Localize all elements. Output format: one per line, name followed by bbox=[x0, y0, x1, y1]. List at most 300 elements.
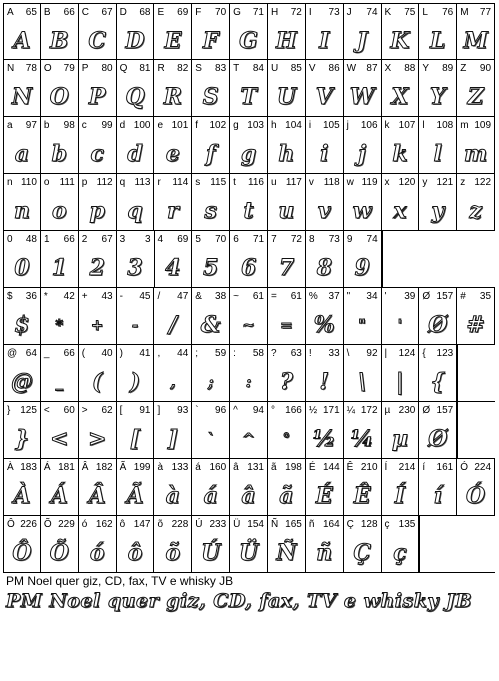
glyph-cell bbox=[419, 174, 457, 231]
glyph-cell bbox=[268, 516, 306, 573]
glyph-cell-header bbox=[117, 60, 154, 77]
glyph-sample: / bbox=[168, 312, 177, 338]
glyph-character-label: í bbox=[422, 462, 426, 473]
glyph-code-label: 166 bbox=[285, 405, 302, 416]
glyph-cell bbox=[79, 174, 117, 231]
glyph-cell-header bbox=[230, 231, 267, 248]
glyph-code-label: 63 bbox=[290, 348, 302, 359]
glyph-cell-header bbox=[344, 231, 381, 248]
glyph-cell-header bbox=[306, 174, 343, 191]
glyph-cell bbox=[117, 516, 155, 573]
glyph-cell-header bbox=[79, 288, 116, 305]
glyph-cell-header bbox=[154, 402, 191, 419]
glyph-sample: } bbox=[14, 426, 30, 452]
glyph-sample: m bbox=[463, 141, 488, 167]
glyph-cell-header bbox=[230, 174, 267, 191]
glyph-cell-header bbox=[306, 402, 343, 419]
glyph-sample: Í bbox=[394, 483, 406, 509]
glyph-cell bbox=[41, 516, 79, 573]
glyph-code-label: 100 bbox=[133, 120, 151, 131]
glyph-character-label: á bbox=[195, 462, 201, 473]
glyph-cell bbox=[192, 174, 230, 231]
glyph-cell-header bbox=[382, 60, 419, 77]
glyph-sample: k bbox=[392, 141, 408, 167]
glyph-cell bbox=[344, 402, 382, 459]
glyph-cell bbox=[41, 345, 79, 402]
glyph-cell-header bbox=[419, 402, 456, 419]
glyph-cell bbox=[41, 288, 79, 345]
glyph-cell bbox=[344, 231, 382, 288]
glyph-sample: ó bbox=[89, 540, 105, 566]
glyph-code-label: 109 bbox=[474, 120, 492, 131]
glyph-cell bbox=[382, 459, 420, 516]
glyph-character-label: x bbox=[384, 177, 390, 188]
glyph-code-label: 62 bbox=[101, 405, 113, 416]
glyph-cell-header bbox=[230, 345, 267, 362]
glyph-character-label: g bbox=[233, 120, 239, 131]
glyph-code-label: 147 bbox=[133, 519, 151, 530]
glyph-cell-header bbox=[344, 4, 381, 21]
glyph-sample: ! bbox=[319, 369, 330, 395]
glyph-code-label: 183 bbox=[20, 462, 37, 473]
glyph-sample: C bbox=[88, 28, 106, 54]
glyph-character-label: Í bbox=[384, 462, 388, 473]
glyph-code-label: 123 bbox=[436, 348, 454, 359]
glyph-cell-header bbox=[79, 345, 116, 362]
glyph-sample: U bbox=[276, 84, 296, 110]
glyph-code-label: 91 bbox=[139, 405, 151, 416]
glyph-cell bbox=[419, 402, 457, 459]
glyph-character-label: # bbox=[460, 291, 466, 302]
glyph-cell-header bbox=[192, 516, 229, 533]
grid-row bbox=[3, 288, 495, 345]
glyph-cell-header bbox=[154, 174, 191, 191]
glyph-code-label: 102 bbox=[209, 120, 227, 131]
glyph-code-label: 70 bbox=[215, 7, 227, 18]
glyph-character-label: j bbox=[346, 120, 349, 131]
glyph-cell-header bbox=[344, 60, 381, 77]
glyph-cell-header bbox=[192, 4, 229, 21]
glyph-cell bbox=[79, 60, 117, 117]
glyph-character-label: 2 bbox=[81, 234, 88, 245]
glyph-code-label: 75 bbox=[404, 7, 416, 18]
glyph-cell-header bbox=[268, 174, 305, 191]
glyph-character-label: Ã bbox=[119, 462, 127, 473]
glyph-sample: - bbox=[131, 316, 139, 334]
glyph-cell bbox=[117, 402, 155, 459]
glyph-cell bbox=[3, 516, 41, 573]
glyph-cell-header bbox=[117, 516, 154, 533]
glyph-cell bbox=[79, 3, 117, 60]
glyph-sample: N bbox=[11, 84, 33, 110]
glyph-character-label: p bbox=[81, 177, 88, 188]
glyph-sample: I bbox=[319, 28, 330, 54]
glyph-cell-header bbox=[382, 345, 419, 362]
glyph-sample: ½ bbox=[312, 426, 336, 452]
glyph-sample: à bbox=[165, 483, 180, 509]
glyph-character-label: ! bbox=[308, 348, 312, 359]
glyph-cell bbox=[230, 60, 268, 117]
glyph-cell-header bbox=[306, 459, 343, 476]
glyph-cell bbox=[192, 231, 230, 288]
glyph-sample: â bbox=[241, 483, 256, 509]
glyph-character-label: Õ bbox=[43, 519, 52, 530]
glyph-character-label: ° bbox=[270, 405, 275, 416]
glyph-sample: E bbox=[164, 28, 182, 54]
empty-cell bbox=[419, 516, 457, 573]
glyph-cell-header bbox=[79, 60, 116, 77]
glyph-sample: ) bbox=[129, 369, 141, 395]
glyph-cell bbox=[344, 174, 382, 231]
glyph-code-label: 40 bbox=[101, 348, 113, 359]
glyph-character-label: G bbox=[233, 7, 241, 18]
glyph-character-label: ñ bbox=[308, 519, 315, 530]
glyph-cell-header bbox=[117, 4, 154, 21]
glyph-character-label: t bbox=[233, 177, 236, 188]
glyph-cell bbox=[344, 516, 382, 573]
glyph-character-label: ^ bbox=[233, 405, 238, 416]
glyph-code-label: 85 bbox=[290, 63, 302, 74]
glyph-character-label: $ bbox=[7, 291, 13, 302]
glyph-cell-header bbox=[268, 60, 305, 77]
glyph-code-label: 110 bbox=[20, 177, 37, 188]
glyph-character-label: V bbox=[308, 63, 316, 74]
glyph-cell-header bbox=[4, 4, 40, 21]
glyph-character-label: ¼ bbox=[346, 405, 356, 416]
glyph-character-label: [ bbox=[119, 405, 123, 416]
glyph-code-label: 66 bbox=[63, 234, 75, 245]
glyph-code-label: 65 bbox=[25, 7, 37, 18]
glyph-cell bbox=[344, 60, 382, 117]
glyph-cell bbox=[306, 174, 344, 231]
glyph-cell-header bbox=[230, 402, 267, 419]
glyph-sample: Ü bbox=[238, 540, 259, 566]
glyph-cell bbox=[79, 288, 117, 345]
glyph-sample: a bbox=[14, 141, 30, 167]
glyph-code-label: 90 bbox=[479, 63, 492, 74]
glyph-cell-header bbox=[419, 4, 456, 21]
glyph-character-label: ( bbox=[81, 348, 86, 359]
glyph-cell bbox=[306, 288, 344, 345]
glyph-cell-header bbox=[79, 402, 116, 419]
glyph-sample: f bbox=[205, 141, 216, 167]
glyph-code-label: 60 bbox=[63, 405, 75, 416]
glyph-cell bbox=[382, 117, 420, 174]
glyph-character-label: & bbox=[195, 291, 202, 302]
glyph-cell-header bbox=[344, 516, 381, 533]
glyph-sample: = bbox=[280, 316, 293, 334]
glyph-code-label: 81 bbox=[139, 63, 151, 74]
glyph-sample: | bbox=[395, 369, 404, 395]
glyph-cell bbox=[230, 174, 268, 231]
glyph-cell-header bbox=[4, 174, 40, 191]
glyph-character-label: { bbox=[422, 348, 426, 359]
glyph-character-label: \ bbox=[346, 348, 350, 359]
glyph-code-label: 61 bbox=[252, 291, 264, 302]
glyph-code-label: 39 bbox=[404, 291, 416, 302]
glyph-code-label: 61 bbox=[290, 291, 302, 302]
glyph-cell bbox=[3, 231, 41, 288]
glyph-character-label: S bbox=[195, 63, 202, 74]
glyph-code-label: 224 bbox=[474, 462, 492, 473]
glyph-sample: 5 bbox=[203, 255, 219, 281]
glyph-code-label: 135 bbox=[398, 519, 416, 530]
glyph-character-label: Ê bbox=[346, 462, 354, 473]
glyph-cell-header bbox=[192, 288, 229, 305]
glyph-code-label: 233 bbox=[209, 519, 227, 530]
glyph-code-label: 131 bbox=[247, 462, 264, 473]
glyph-code-label: 72 bbox=[290, 234, 302, 245]
glyph-sample: 3 bbox=[127, 255, 143, 281]
glyph-sample: s bbox=[204, 198, 217, 224]
glyph-sample: x bbox=[393, 198, 407, 224]
glyph-code-label: 181 bbox=[58, 462, 75, 473]
glyph-sample: $ bbox=[14, 312, 30, 338]
glyph-character-label: L bbox=[422, 7, 428, 18]
glyph-code-label: 115 bbox=[210, 177, 227, 188]
glyph-cell bbox=[268, 345, 306, 402]
glyph-cell bbox=[41, 174, 79, 231]
glyph-cell bbox=[268, 231, 306, 288]
glyph-character-label: } bbox=[7, 405, 11, 416]
glyph-cell-header bbox=[41, 117, 78, 134]
glyph-character-label: | bbox=[384, 348, 388, 359]
glyph-cell-header bbox=[192, 117, 229, 134]
glyph-code-label: 74 bbox=[366, 7, 378, 18]
glyph-character-label: + bbox=[81, 291, 88, 302]
glyph-code-label: 41 bbox=[139, 348, 151, 359]
glyph-sample: õ bbox=[165, 540, 181, 566]
glyph-cell bbox=[79, 459, 117, 516]
glyph-cell-header bbox=[4, 231, 40, 248]
glyph-code-label: 45 bbox=[139, 291, 151, 302]
glyph-cell-header bbox=[79, 459, 116, 476]
glyph-character-label: o bbox=[43, 177, 50, 188]
glyph-cell bbox=[154, 174, 192, 231]
glyph-sample: F bbox=[202, 28, 219, 54]
glyph-code-label: 59 bbox=[215, 348, 227, 359]
glyph-code-label: 69 bbox=[177, 234, 189, 245]
glyph-cell-header bbox=[4, 459, 40, 476]
glyph-code-label: 128 bbox=[360, 519, 378, 530]
glyph-character-label: > bbox=[81, 405, 88, 416]
glyph-code-label: 92 bbox=[366, 348, 378, 359]
glyph-cell-header bbox=[154, 60, 191, 77]
glyph-character-label: I bbox=[308, 7, 312, 18]
glyph-character-label: 8 bbox=[308, 234, 315, 245]
glyph-code-label: 104 bbox=[285, 120, 302, 131]
glyph-cell-header bbox=[230, 288, 267, 305]
glyph-code-label: 71 bbox=[252, 234, 265, 245]
glyph-character-label: _ bbox=[43, 348, 50, 359]
glyph-code-label: 228 bbox=[171, 519, 189, 530]
grid-row bbox=[3, 174, 495, 231]
glyph-sample: ñ bbox=[316, 540, 333, 566]
glyph-character-label: a bbox=[7, 120, 13, 131]
glyph-code-label: 125 bbox=[20, 405, 37, 416]
glyph-cell bbox=[268, 117, 306, 174]
glyph-cell bbox=[41, 117, 79, 174]
glyph-code-label: 88 bbox=[404, 63, 416, 74]
glyph-sample: Â bbox=[88, 483, 106, 509]
glyph-cell bbox=[192, 459, 230, 516]
glyph-cell bbox=[457, 117, 495, 174]
glyph-sample: u bbox=[278, 198, 295, 224]
glyph-cell bbox=[457, 288, 495, 345]
glyph-cell-header bbox=[41, 345, 78, 362]
glyph-sample: M bbox=[463, 28, 488, 54]
glyph-cell-header bbox=[4, 402, 40, 419]
glyph-sample: W bbox=[349, 84, 375, 110]
glyph-sample: Ø bbox=[428, 426, 448, 452]
glyph-code-label: 76 bbox=[442, 7, 454, 18]
glyph-code-label: 70 bbox=[215, 234, 227, 245]
glyph-code-label: 73 bbox=[328, 7, 340, 18]
glyph-code-label: 83 bbox=[215, 63, 227, 74]
glyph-sample: 6 bbox=[241, 255, 257, 281]
glyph-cell-header bbox=[41, 174, 78, 191]
glyph-sample: w bbox=[352, 198, 372, 224]
glyph-code-label: 86 bbox=[328, 63, 340, 74]
glyph-cell-header bbox=[457, 4, 494, 21]
glyph-code-label: 38 bbox=[215, 291, 227, 302]
glyph-cell bbox=[79, 117, 117, 174]
glyph-sample: j bbox=[358, 141, 367, 167]
glyph-code-label: 112 bbox=[96, 177, 113, 188]
glyph-cell bbox=[382, 402, 420, 459]
glyph-character-label: @ bbox=[7, 348, 18, 359]
glyph-code-label: 124 bbox=[398, 348, 416, 359]
glyph-sample: ' bbox=[397, 316, 403, 334]
glyph-cell bbox=[154, 459, 192, 516]
sample-text-plain: PM Noel quer giz, CD, fax, TV e whisky JB bbox=[6, 574, 234, 588]
glyph-sample: H bbox=[276, 28, 297, 54]
glyph-cell-header bbox=[344, 345, 381, 362]
glyph-sample: ¼ bbox=[350, 426, 374, 452]
glyph-code-label: 122 bbox=[474, 177, 492, 188]
glyph-character-label: m bbox=[460, 120, 469, 131]
glyph-cell bbox=[268, 402, 306, 459]
glyph-sample: ( bbox=[91, 369, 103, 395]
glyph-cell bbox=[457, 459, 495, 516]
glyph-cell-header bbox=[41, 4, 78, 21]
glyph-sample: 9 bbox=[354, 255, 370, 281]
glyph-cell bbox=[192, 3, 230, 60]
glyph-code-label: 103 bbox=[247, 120, 264, 131]
glyph-sample: Q bbox=[125, 84, 145, 110]
glyph-character-label: Ô bbox=[7, 519, 15, 530]
glyph-code-label: 101 bbox=[171, 120, 189, 131]
glyph-cell-header bbox=[419, 459, 456, 476]
glyph-cell bbox=[192, 60, 230, 117]
glyph-character-label: µ bbox=[384, 405, 391, 416]
glyph-cell bbox=[419, 60, 457, 117]
glyph-character-label: K bbox=[384, 7, 392, 18]
glyph-code-label: 67 bbox=[101, 234, 113, 245]
glyph-character-label: 5 bbox=[195, 234, 201, 245]
glyph-sample: Ú bbox=[201, 540, 221, 566]
glyph-code-label: 93 bbox=[177, 405, 189, 416]
glyph-sample: 0 bbox=[14, 255, 30, 281]
glyph-sample: ô bbox=[127, 540, 143, 566]
glyph-code-label: 99 bbox=[101, 120, 113, 131]
glyph-cell bbox=[41, 231, 79, 288]
glyph-cell bbox=[3, 117, 41, 174]
glyph-sample: í bbox=[433, 483, 442, 509]
glyph-sample: R bbox=[163, 84, 183, 110]
glyph-sample: Ç bbox=[353, 540, 371, 566]
glyph-cell bbox=[192, 288, 230, 345]
glyph-sample: ^ bbox=[242, 430, 255, 448]
glyph-sample: X bbox=[391, 84, 409, 110]
glyph-character-label: R bbox=[157, 63, 165, 74]
glyph-cell-header bbox=[306, 60, 343, 77]
glyph-cell-header bbox=[192, 231, 229, 248]
glyph-code-label: 106 bbox=[360, 120, 378, 131]
glyph-cell bbox=[306, 345, 344, 402]
glyph-cell-header bbox=[117, 288, 154, 305]
glyph-cell bbox=[192, 117, 230, 174]
glyph-cell-header bbox=[382, 288, 419, 305]
glyph-sample: Ê bbox=[353, 483, 371, 509]
glyph-cell-header bbox=[268, 4, 305, 21]
glyph-cell bbox=[3, 174, 41, 231]
glyph-code-label: 69 bbox=[177, 7, 189, 18]
glyph-cell-header bbox=[268, 345, 305, 362]
glyph-character-label: 9 bbox=[346, 234, 353, 245]
glyph-sample: b bbox=[51, 141, 68, 167]
glyph-character-label: É bbox=[308, 462, 316, 473]
glyph-code-label: 68 bbox=[139, 7, 151, 18]
glyph-sample: D bbox=[125, 28, 145, 54]
glyph-cell bbox=[268, 459, 306, 516]
glyph-cell-header bbox=[4, 345, 40, 362]
glyph-sample: Z bbox=[467, 84, 484, 110]
glyph-cell bbox=[306, 516, 344, 573]
glyph-cell bbox=[3, 402, 41, 459]
glyph-character-label: / bbox=[157, 291, 161, 302]
glyph-code-label: 78 bbox=[25, 63, 37, 74]
glyph-cell bbox=[154, 60, 192, 117]
glyph-code-label: 33 bbox=[328, 348, 340, 359]
glyph-cell-header bbox=[117, 117, 154, 134]
glyph-code-label: 73 bbox=[328, 234, 340, 245]
glyph-sample: ç bbox=[393, 540, 407, 566]
glyph-code-label: 96 bbox=[215, 405, 227, 416]
glyph-cell bbox=[230, 516, 268, 573]
glyph-sample: J bbox=[356, 28, 368, 54]
glyph-cell bbox=[41, 402, 79, 459]
glyph-character-label: w bbox=[346, 177, 354, 188]
glyph-character-label: J bbox=[346, 7, 352, 18]
glyph-cell bbox=[79, 345, 117, 402]
glyph-cell bbox=[306, 459, 344, 516]
glyph-cell-header bbox=[4, 60, 40, 77]
glyph-sample: L bbox=[430, 28, 446, 54]
glyph-code-label: 89 bbox=[442, 63, 454, 74]
glyph-character-label: ½ bbox=[308, 405, 318, 416]
glyph-code-label: 121 bbox=[436, 177, 454, 188]
glyph-cell-header bbox=[117, 402, 154, 419]
glyph-character-label: õ bbox=[157, 519, 164, 530]
glyph-code-label: 164 bbox=[322, 519, 340, 530]
glyph-cell bbox=[419, 345, 457, 402]
glyph-sample: % bbox=[313, 312, 335, 338]
glyph-cell bbox=[457, 174, 495, 231]
glyph-cell bbox=[382, 60, 420, 117]
glyph-sample: n bbox=[13, 198, 30, 224]
glyph-cell-header bbox=[306, 288, 343, 305]
